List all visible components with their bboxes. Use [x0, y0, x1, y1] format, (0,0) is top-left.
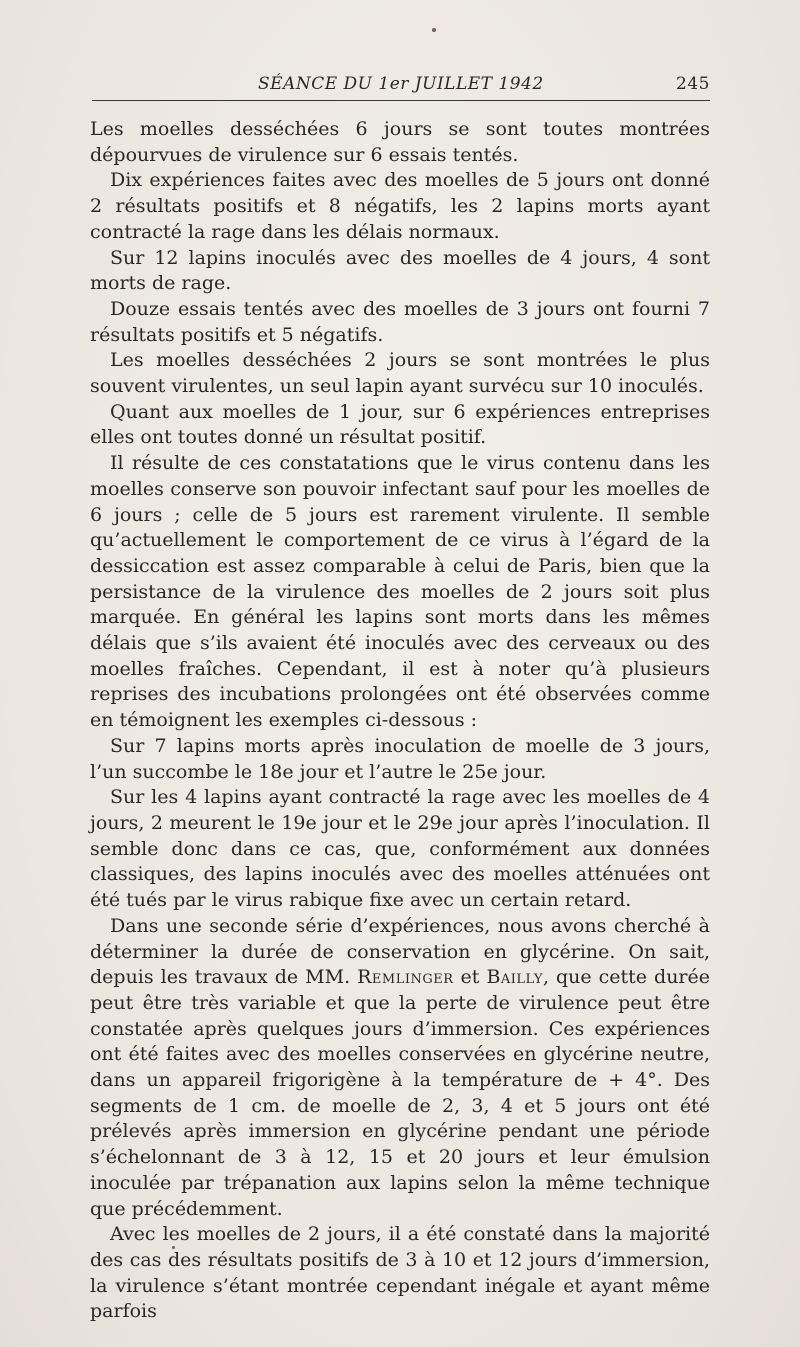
- speck: [432, 28, 436, 32]
- text-run: et: [453, 966, 487, 989]
- paragraph: Sur 7 lapins morts après inoculation de moelle de 3 jours, l’un succombe le 18e jour et l’autre le 25e jour.: [90, 734, 710, 783]
- paragraph: Sur les 4 lapins ayant contracté la rage avec les moelles de 4 jours, 2 meurent le 19e jour et le 29e jour après l’inoculation. Il semble donc dans ce cas, que, conformément aux données classiques, des lapins inoculés avec des moelles atténuées ont été tués par le virus rabique fixe avec un certain retard.: [90, 786, 710, 912]
- header-title: SÉANCE DU 1er JUILLET 1942: [258, 74, 544, 94]
- text-run: , que cette durée peut être très variable et que la perte de virulence peut être constatée après quelques jours d’immersion. Ces expériences ont été faites avec des moelles conservées en glycérine neutre, dans un appareil frigorigène à la température de + 4°. Des segments de 1 cm. de moelle de 2, 3, 4 et 5 jours ont été prélevés après immersion en glycérine pendant une période s’échelonnant de 3 à 12, 15 et 20 jours et leur émulsion inoculée par trépanation aux lapins selon la même technique que précédemment.: [90, 966, 711, 1220]
- paragraph: Quant aux moelles de 1 jour, sur 6 expériences entreprises elles ont toutes donné un résultat positif.: [90, 400, 710, 449]
- header-rule: [92, 100, 710, 101]
- paragraph: Dix expériences faites avec des moelles de 5 jours ont donné 2 résultats positifs et 8 négatifs, les 2 lapins morts ayant contracté la rage dans les délais normaux.: [90, 169, 710, 243]
- paragraph: Douze essais tentés avec des moelles de 3 jours ont fourni 7 résultats positifs et 5 négatifs.: [90, 297, 710, 346]
- author-name: Bailly: [486, 966, 543, 989]
- paragraph: Sur 12 lapins inoculés avec des moelles de 4 jours, 4 sont morts de rage.: [90, 246, 710, 295]
- running-header: [90, 74, 710, 98]
- paragraph: Les moelles desséchées 6 jours se sont toutes montrées dépourvues de virulence sur 6 essais tentés.: [90, 118, 710, 166]
- page-number: 245: [676, 74, 710, 94]
- paragraph: Il résulte de ces constatations que le virus contenu dans les moelles conserve son pouvoir infectant sauf pour les moelles de 6 jours ; celle de 5 jours est rarement virulente. Il semble qu’actuellement le comportement de ce virus à l’égard de la dessiccation est assez comparable à celui de Paris, bien que la persistance de la virulence des moelles de 2 jours soit plus marquée. En général les lapins sont morts dans les mêmes délais que s’ils avaient été inoculés avec des cerveaux ou des moelles fraîches. Cependant, il est à noter qu’à plusieurs reprises des incubations prolongées ont été observées comme en témoignent les exemples ci-dessous :: [90, 452, 710, 732]
- text-run: Dans une seconde série d’expériences, nous avons cherché à déterminer la durée de conservation en glycérine. On sait, depuis les travaux de MM.: [90, 914, 710, 989]
- author-name: Remlinger: [357, 966, 454, 989]
- paragraph: Les moelles desséchées 2 jours se sont montrées le plus souvent virulentes, un seul lapin ayant survécu sur 10 inoculés.: [90, 349, 710, 398]
- paragraph: Avec les moelles de 2 jours, il a été constaté dans la majorité des cas des résultats positifs de 3 à 10 et 12 jours d’immersion, la virulence s’étant montrée cependant inégale et ayant même parfois: [90, 1223, 710, 1323]
- paragraph-series: [90, 914, 710, 1222]
- body-text: [90, 117, 710, 1325]
